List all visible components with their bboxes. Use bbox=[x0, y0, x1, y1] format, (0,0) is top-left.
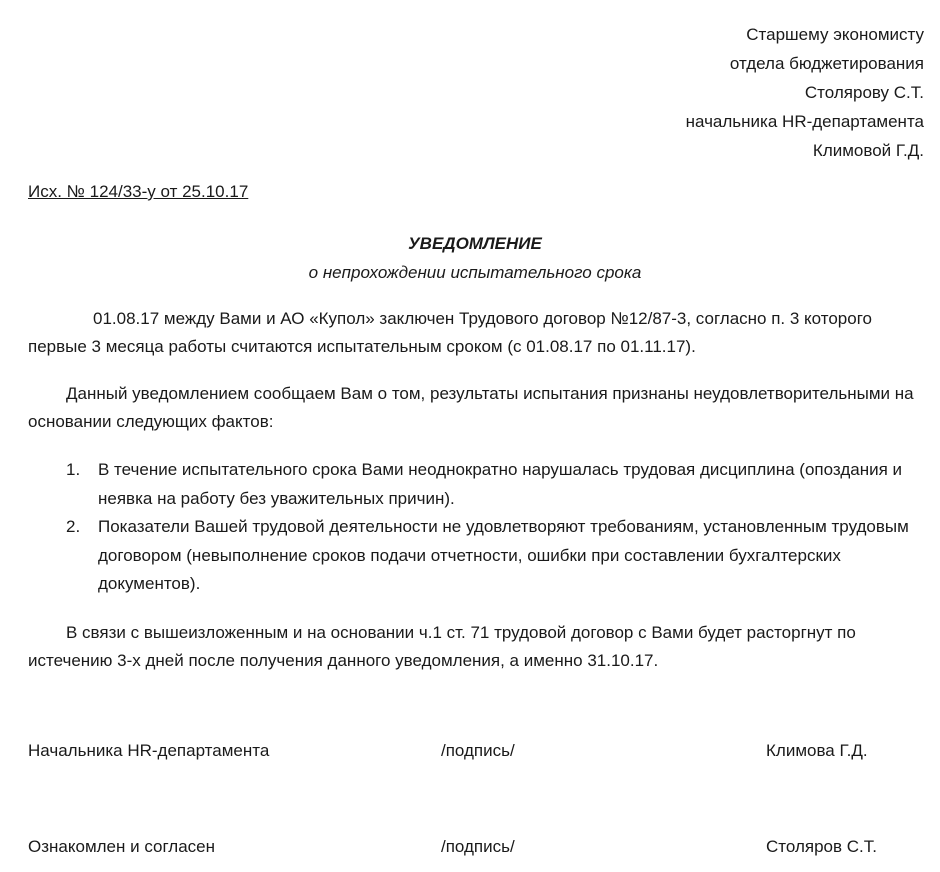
document-title: УВЕДОМЛЕНИЕ bbox=[408, 234, 542, 253]
addressee-line: Старшему экономисту bbox=[746, 25, 924, 44]
document-title-block bbox=[0, 229, 940, 287]
signature-placeholder: /подпись/ bbox=[441, 837, 515, 856]
document-subtitle: о непрохождении испытательного срока bbox=[308, 263, 642, 282]
addressee-line: начальника HR-департамента bbox=[685, 112, 924, 131]
contract-paragraph: 01.08.17 между Вами и АО «Купол» заключен Трудового договор №12/87-3, согласно п. 3 которого первые 3 месяца работы считаются испытательным сроком (с 01.08.17 по 01.11.17). bbox=[28, 309, 872, 356]
outgoing-reference-number: Исх. № 124/33-у от 25.10.17 bbox=[28, 182, 249, 201]
list-item-text: В течение испытательного срока Вами неоднократно нарушалась трудовая дисциплина (опоздания и неявка на работу без уважительных причин). bbox=[98, 460, 902, 508]
list-item-number: 2. bbox=[66, 517, 81, 536]
addressee-line: Столярову С.Т. bbox=[804, 83, 924, 102]
notification-paragraph: Данный уведомлением сообщаем Вам о том, результаты испытания признаны неудовлетворительными на основании следующих фактов: bbox=[28, 384, 914, 431]
signature-row-acknowledged bbox=[28, 837, 918, 865]
list-item bbox=[28, 456, 918, 513]
signature-placeholder: /подпись/ bbox=[441, 741, 515, 760]
facts-list bbox=[28, 456, 918, 599]
addressee-line: Климовой Г.Д. bbox=[812, 141, 924, 160]
addressee-block bbox=[686, 20, 924, 165]
addressee-line: отдела бюджетирования bbox=[729, 54, 924, 73]
list-item-text: Показатели Вашей трудовой деятельности не удовлетворяют требованиям, установленным трудовым договором (невыполнение сроков подачи отчетности, ошибки при составлении бухгалтерских документов). bbox=[98, 517, 909, 593]
signature-row-hr-head bbox=[28, 741, 918, 769]
signer-position: Начальника HR-департамента bbox=[28, 741, 270, 760]
signer-name: Климова Г.Д. bbox=[766, 741, 868, 760]
list-item bbox=[28, 513, 918, 599]
employee-name: Столяров С.Т. bbox=[766, 837, 877, 856]
acknowledgement-label: Ознакомлен и согласен bbox=[28, 837, 216, 856]
termination-paragraph: В связи с вышеизложенным и на основании ч.1 ст. 71 трудовой договор с Вами будет расторгнут по истечению 3-х дней после получения данного уведомления, а именно 31.10.17. bbox=[28, 623, 856, 670]
list-item-number: 1. bbox=[66, 460, 81, 479]
